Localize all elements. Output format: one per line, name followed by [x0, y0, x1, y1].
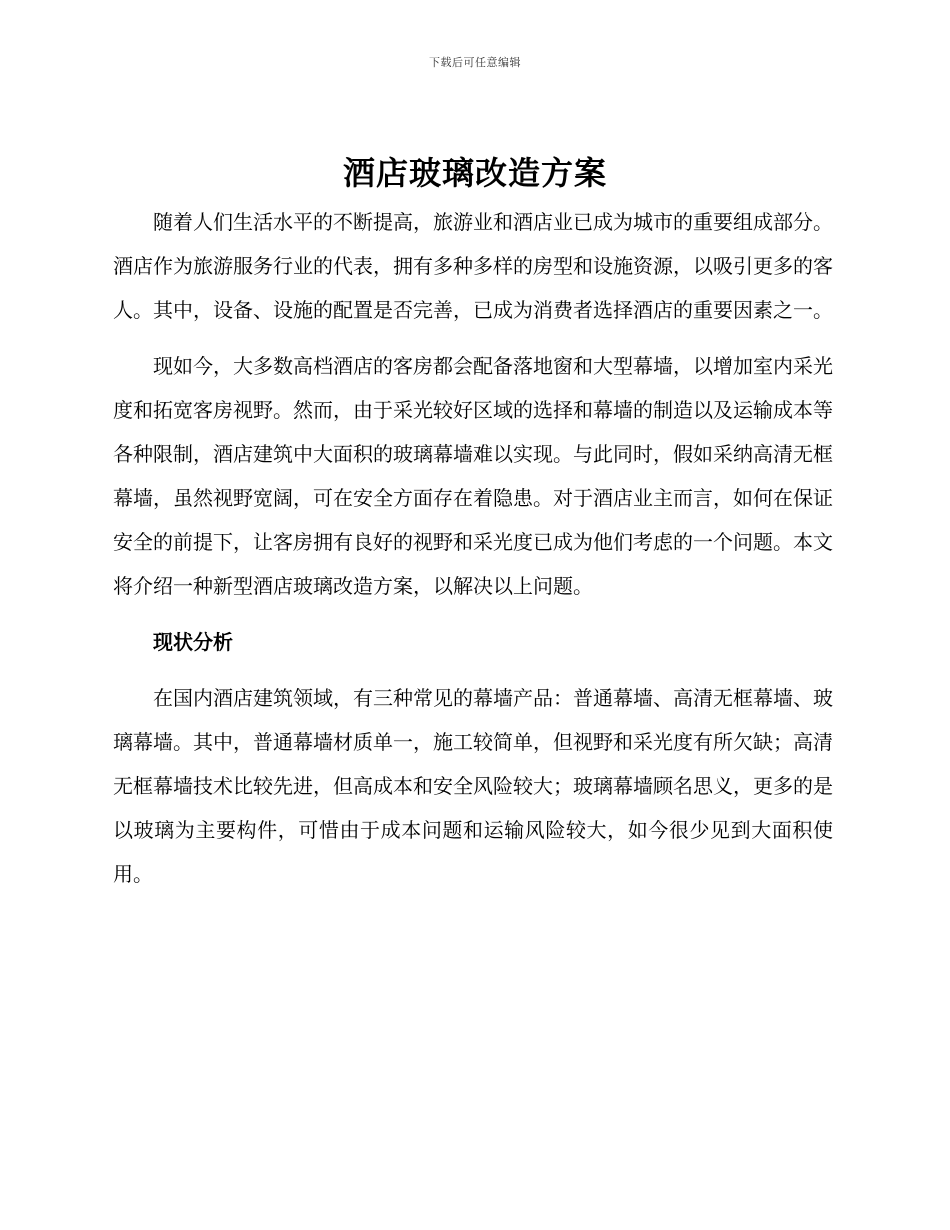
document-title: 酒店玻璃改造方案	[342, 154, 607, 192]
page-header: 下载后可任意编辑	[429, 56, 521, 69]
background-paragraph: 现如今，大多数高档酒店的客房都会配备落地窗和大型幕墙，以增加室内采光度和拓宽客房视野。然而，由于采光较好区域的选择和幕墙的制造以及运输成本等各种限制，酒店建筑中大面积的玻璃幕墙难以实现。与此同时，假如采纳高清无框幕墙，虽然视野宽阔，可在安全方面存在着隐患。对于酒店业主而言，如何在保证安全的前提下，让客房拥有良好的视野和采光度已成为他们考虑的一个问题。本文将介绍一种新型酒店玻璃改造方案，以解决以上问题。	[113, 354, 833, 598]
intro-paragraph: 随着人们生活水平的不断提高，旅游业和酒店业已成为城市的重要组成部分。酒店作为旅游服务行业的代表，拥有多种多样的房型和设施资源，以吸引更多的客人。其中，设备、设施的配置是否完善，已成为消费者选择酒店的重要因素之一。	[113, 210, 833, 322]
document-body	[113, 200, 833, 896]
section-heading: 现状分析	[153, 630, 233, 654]
section-paragraph: 在国内酒店建筑领域，有三种常见的幕墙产品：普通幕墙、高清无框幕墙、玻璃幕墙。其中，普通幕墙材质单一，施工较简单，但视野和采光度有所欠缺；高清无框幕墙技术比较先进，但高成本和安全风险较大；玻璃幕墙顾名思义，更多的是以玻璃为主要构件，可惜由于成本问题和运输风险较大，如今很少见到大面积使用。	[113, 686, 833, 886]
